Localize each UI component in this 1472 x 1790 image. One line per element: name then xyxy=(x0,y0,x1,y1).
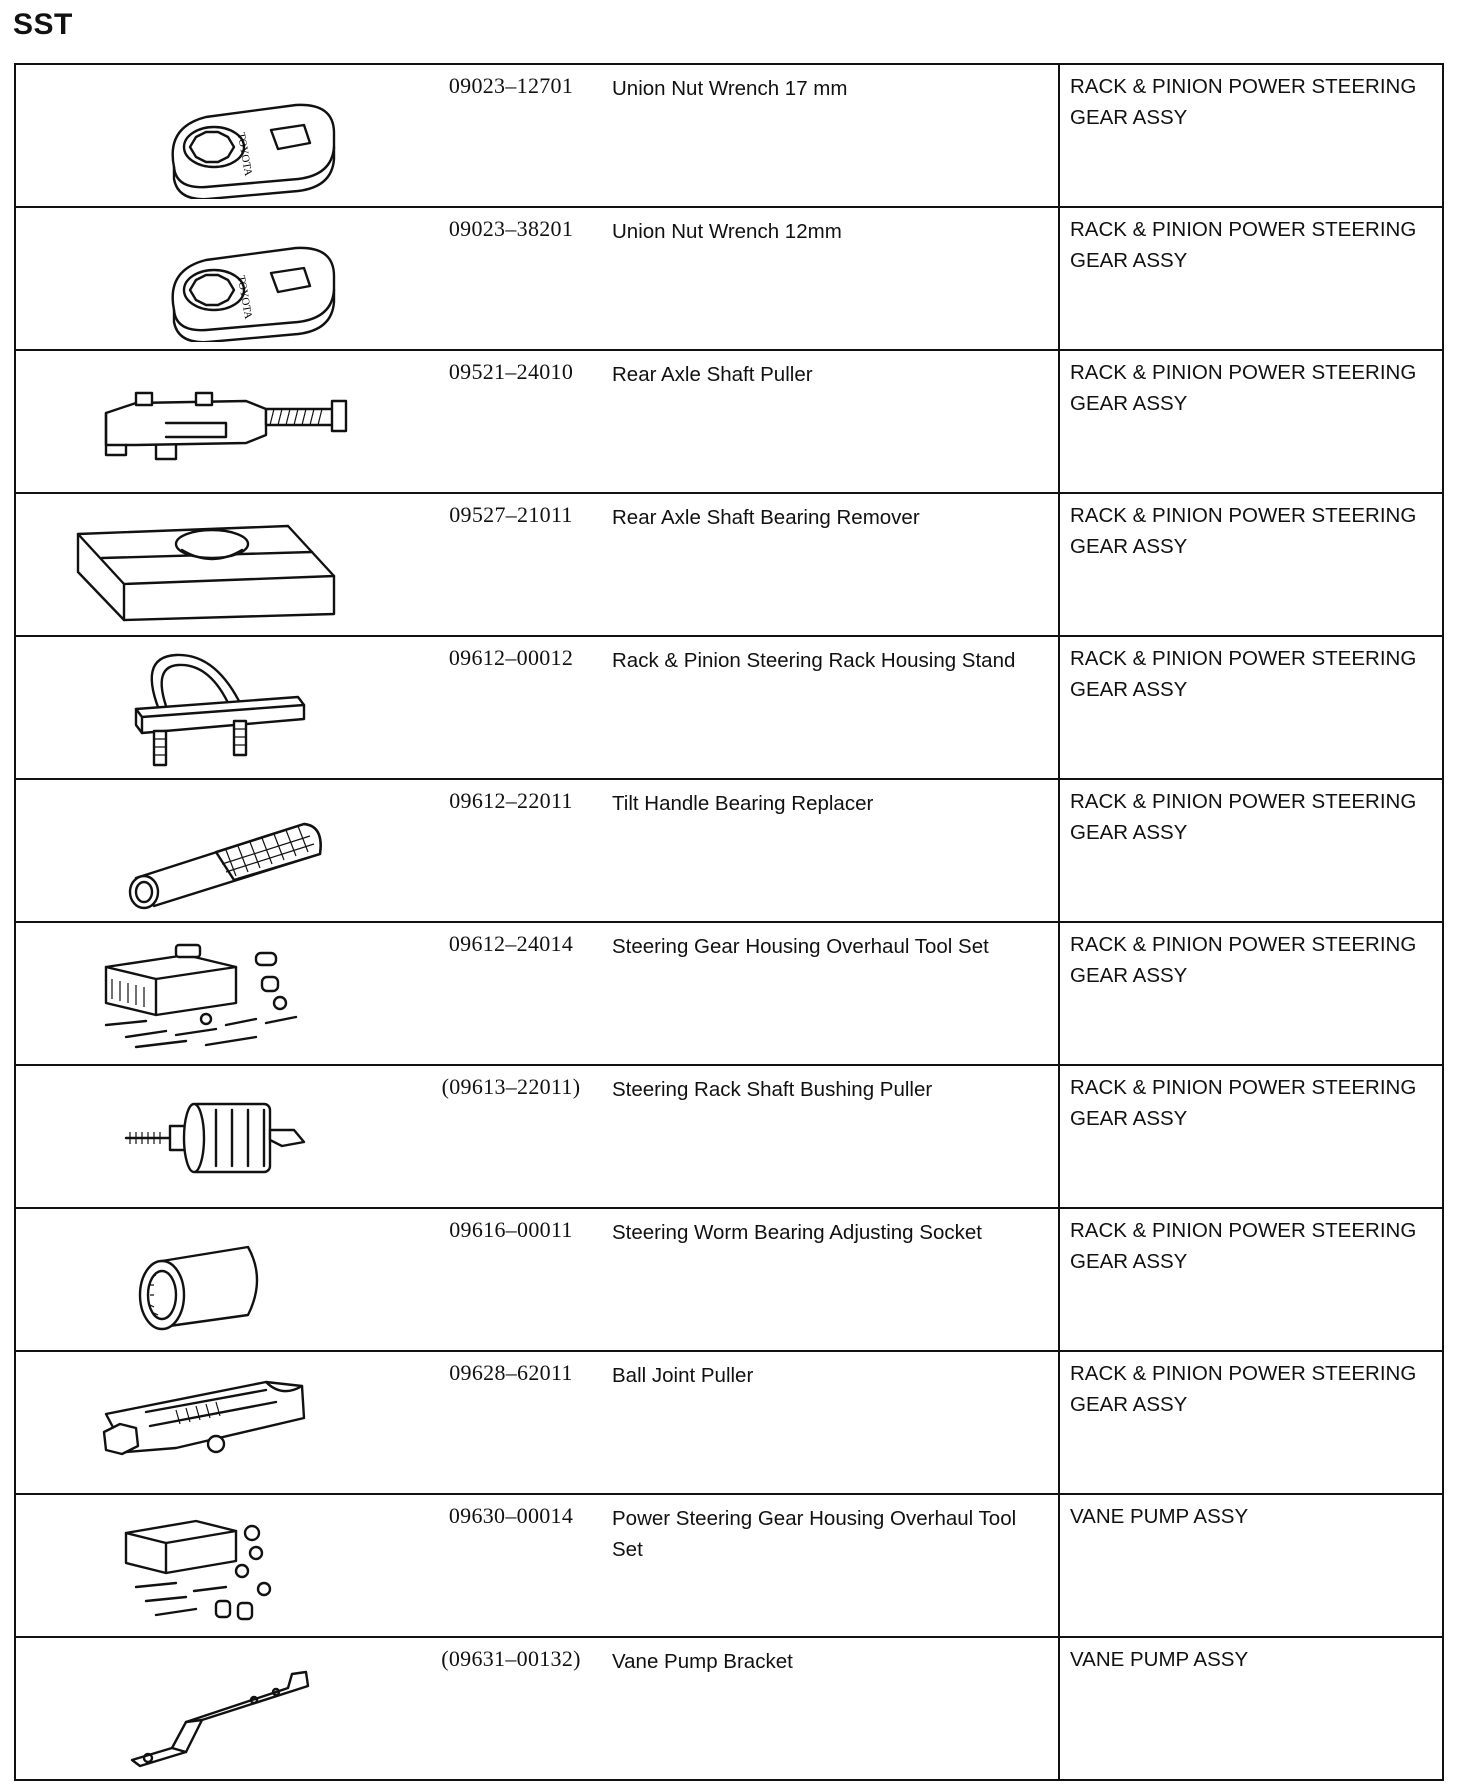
part-number: 09616–00011 xyxy=(449,1217,573,1242)
usage: RACK & PINION POWER STEERING GEAR ASSY xyxy=(1070,1362,1417,1416)
usage: RACK & PINION POWER STEERING GEAR ASSY xyxy=(1070,218,1417,272)
part-number: (09631–00132) xyxy=(441,1646,581,1671)
part-number: 09630–00014 xyxy=(448,1503,574,1528)
bearing-replacer-icon xyxy=(66,790,366,914)
usage: RACK & PINION POWER STEERING GEAR ASSY xyxy=(1070,361,1417,415)
part-number: 09612–22011 xyxy=(449,788,573,813)
socket-icon xyxy=(66,1219,366,1343)
part-name: Steering Rack Shaft Bushing Puller xyxy=(612,1078,933,1101)
part-number: 09628–62011 xyxy=(449,1360,573,1385)
part-name: Rear Axle Shaft Puller xyxy=(612,363,813,386)
union-nut-wrench-icon xyxy=(66,218,366,342)
part-name: Rear Axle Shaft Bearing Remover xyxy=(612,506,920,529)
usage: RACK & PINION POWER STEERING GEAR ASSY xyxy=(1070,933,1417,987)
table-row xyxy=(15,779,1443,922)
part-name: Rack & Pinion Steering Rack Housing Stand xyxy=(612,649,1016,672)
table-row xyxy=(15,1065,1443,1208)
part-number: 09527–21011 xyxy=(449,502,573,527)
table-row xyxy=(15,64,1443,207)
housing-stand-icon xyxy=(66,647,366,771)
bearing-remover-icon xyxy=(66,504,366,628)
usage: RACK & PINION POWER STEERING GEAR ASSY xyxy=(1070,790,1417,844)
usage: RACK & PINION POWER STEERING GEAR ASSY xyxy=(1070,1219,1417,1273)
axle-shaft-puller-icon xyxy=(66,361,366,485)
table-row xyxy=(15,350,1443,493)
sst-table xyxy=(14,63,1444,1781)
part-name: Steering Gear Housing Overhaul Tool Set xyxy=(612,935,989,958)
part-number: 09612–00012 xyxy=(448,645,574,670)
part-number: 09612–24014 xyxy=(448,931,574,956)
pump-bracket-icon xyxy=(66,1648,366,1772)
table-row xyxy=(15,922,1443,1065)
table-row xyxy=(15,1637,1443,1780)
table-row xyxy=(15,636,1443,779)
part-number: 09023–12701 xyxy=(448,73,574,98)
table-row xyxy=(15,207,1443,350)
table-row xyxy=(15,1208,1443,1351)
usage: VANE PUMP ASSY xyxy=(1070,1505,1249,1528)
page-title: SST xyxy=(13,8,73,41)
table-row xyxy=(15,1494,1443,1637)
part-name: Tilt Handle Bearing Replacer xyxy=(612,792,874,815)
union-nut-wrench-icon xyxy=(66,75,366,199)
usage: RACK & PINION POWER STEERING GEAR ASSY xyxy=(1070,504,1417,558)
table-row xyxy=(15,493,1443,636)
part-number: 09521–24010 xyxy=(448,359,574,384)
usage: RACK & PINION POWER STEERING GEAR ASSY xyxy=(1070,1076,1417,1130)
part-name: Steering Worm Bearing Adjusting Socket xyxy=(612,1221,982,1244)
part-name: Union Nut Wrench 12mm xyxy=(612,220,842,243)
tool-set-icon xyxy=(66,1505,366,1629)
tool-set-icon xyxy=(66,933,366,1057)
table-row xyxy=(15,1351,1443,1494)
part-number: (09613–22011) xyxy=(441,1074,581,1099)
bushing-puller-icon xyxy=(66,1076,366,1200)
part-name: Union Nut Wrench 17 mm xyxy=(612,77,848,100)
part-name: Vane Pump Bracket xyxy=(612,1650,793,1673)
part-name: Power Steering Gear Housing Overhaul Tool Set xyxy=(612,1507,1017,1561)
ball-joint-puller-icon xyxy=(66,1362,366,1486)
usage: VANE PUMP ASSY xyxy=(1070,1648,1249,1671)
usage: RACK & PINION POWER STEERING GEAR ASSY xyxy=(1070,75,1417,129)
part-name: Ball Joint Puller xyxy=(612,1364,754,1387)
usage: RACK & PINION POWER STEERING GEAR ASSY xyxy=(1070,647,1417,701)
part-number: 09023–38201 xyxy=(448,216,574,241)
